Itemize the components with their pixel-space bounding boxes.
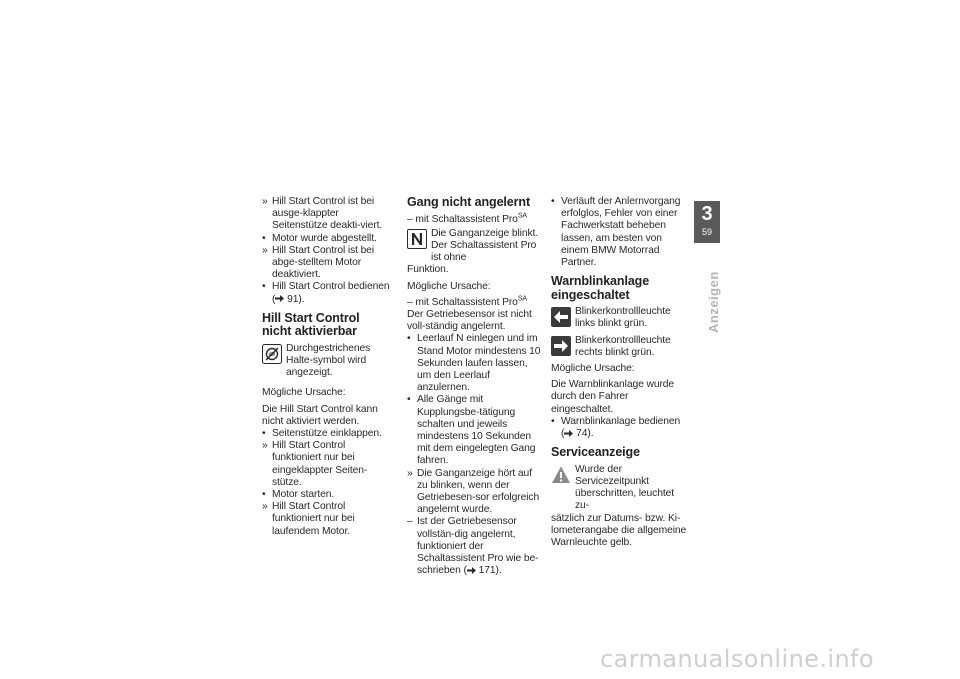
list-item bbox=[262, 428, 392, 440]
section-heading: Hill Start Control nicht aktivierbar bbox=[262, 310, 360, 339]
indicator-row bbox=[407, 228, 544, 265]
chapter-box bbox=[694, 201, 720, 243]
list-item bbox=[407, 468, 544, 517]
list-item-text: Motor wurde abgestellt. bbox=[272, 232, 377, 244]
bullet-marker: • bbox=[262, 232, 266, 244]
cause-text: Die Hill Start Control kann nicht aktiviert werden. bbox=[262, 403, 378, 427]
list-item-text: Alle Gänge mit Kupplungsbe-tätigung schalten und jeweils mindestens 10 Sekunden mit dem eingelegten Gang fahren. bbox=[417, 394, 536, 467]
page-reference-text: 171). bbox=[478, 565, 502, 577]
neutral-gear-icon bbox=[407, 229, 427, 249]
chapter-tab bbox=[694, 201, 720, 243]
indicator-row bbox=[551, 306, 687, 330]
bullet-marker: • bbox=[551, 415, 555, 427]
list-item-text: Leerlauf N einlegen und im Stand Motor mindestens 10 Sekunden laufen lassen, um den Leerlauf anzulernen. bbox=[417, 333, 541, 394]
bullet-marker: • bbox=[407, 333, 411, 345]
page-reference[interactable]: ( 171). bbox=[463, 565, 502, 577]
list-item-text: Hill Start Control ist bei ausge-klappter Seitenstütze deakti-viert. bbox=[272, 196, 383, 232]
list-item bbox=[407, 516, 544, 577]
chapter-number: 3 bbox=[701, 203, 713, 225]
page-reference-text: 91). bbox=[287, 293, 305, 305]
indicator-row bbox=[551, 464, 687, 513]
list-item bbox=[262, 501, 392, 538]
result-marker: » bbox=[262, 244, 268, 256]
indicator-description-continued: sätzlich zur Datums- bzw. Ki-lometerangabe die allgemeine Warnleuchte gelb. bbox=[551, 512, 687, 548]
list-item-text: Hill Start Control funktioniert nur bei eingeklappter Seiten-stütze. bbox=[272, 440, 368, 488]
special-accessory-mark: SA bbox=[517, 212, 527, 220]
condition-line bbox=[407, 297, 544, 309]
bullet-marker: • bbox=[262, 428, 266, 440]
arrow-right-icon bbox=[564, 430, 573, 437]
list-item-text: Seitenstütze einklappen. bbox=[272, 428, 382, 440]
page-reference[interactable]: ( 74). bbox=[561, 428, 594, 440]
section-heading: Gang nicht angelernt bbox=[407, 195, 531, 209]
list-item bbox=[262, 245, 392, 282]
list-item bbox=[407, 333, 544, 394]
hold-crossed-out-icon bbox=[262, 344, 282, 364]
list-item bbox=[262, 233, 392, 245]
indicator-description: Blinkerkontrollleuchte links blinkt grün. bbox=[575, 306, 671, 330]
bullet-marker: • bbox=[262, 281, 266, 293]
section-heading: Serviceanzeige bbox=[551, 445, 640, 460]
list-item-text: Die Ganganzeige hört auf zu blinken, wenn der Getriebesen-sor erfolgreich angelernt wurde. bbox=[417, 467, 540, 516]
list-item-text: Hill Start Control ist bei abge-stelltem Motor deaktiviert. bbox=[272, 244, 375, 281]
indicator-row bbox=[551, 335, 687, 359]
cause-text: Der Getriebesensor ist nicht voll-ständig angelernt. bbox=[407, 308, 532, 333]
bullet-marker: • bbox=[262, 489, 266, 501]
list-item bbox=[262, 440, 392, 489]
result-marker: » bbox=[262, 196, 268, 207]
column-2 bbox=[407, 196, 544, 577]
cause-label: Mögliche Ursache: bbox=[407, 280, 491, 292]
indicator-row bbox=[262, 343, 392, 380]
bullet-marker: • bbox=[551, 196, 555, 207]
cause-label: Mögliche Ursache: bbox=[551, 363, 635, 375]
condition-text: – mit Schaltassistent Pro bbox=[407, 296, 518, 308]
warning-triangle-icon bbox=[551, 465, 571, 485]
indicator-description-continued: Funktion. bbox=[407, 264, 449, 276]
special-accessory-mark: SA bbox=[517, 295, 527, 303]
list-item bbox=[407, 394, 544, 467]
condition-text: – mit Schaltassistent Pro bbox=[407, 213, 518, 225]
list-item-text: Hill Start Control bedienen bbox=[272, 281, 390, 293]
list-item bbox=[551, 416, 687, 428]
result-marker: » bbox=[262, 501, 268, 513]
chapter-title: Anzeigen bbox=[706, 271, 721, 333]
indicator-description: Die Ganganzeige blinkt. Der Schaltassistent Pro ist ohne bbox=[431, 227, 539, 264]
list-item-text: Ist der Getriebesensor vollstän-dig angelernt, funktioniert der Schaltassistent Pro wie be-schrieben bbox=[417, 516, 539, 577]
watermark: carmanualsonline.info bbox=[600, 645, 874, 673]
list-item bbox=[262, 281, 392, 293]
condition-line bbox=[407, 214, 544, 226]
page-number: 59 bbox=[701, 227, 712, 237]
arrow-right-icon bbox=[467, 567, 476, 574]
indicator-description: Blinkerkontrollleuchte rechts blinkt grün. bbox=[575, 334, 671, 358]
list-item-text: Hill Start Control funktioniert nur bei laufendem Motor. bbox=[272, 501, 355, 537]
result-marker: » bbox=[262, 440, 268, 452]
list-item-text: Motor starten. bbox=[272, 489, 335, 501]
arrow-right-icon bbox=[275, 295, 284, 302]
column-1 bbox=[262, 196, 392, 538]
list-item-text: Warnblinkanlage bedienen bbox=[561, 415, 681, 427]
list-item bbox=[262, 489, 392, 501]
page-reference-text: 74). bbox=[576, 428, 594, 440]
section-heading: Warnblinkanlage eingeschaltet bbox=[551, 274, 650, 302]
column-3 bbox=[551, 196, 687, 549]
cause-label: Mögliche Ursache: bbox=[262, 387, 346, 399]
list-item bbox=[551, 196, 687, 269]
page-reference[interactable]: ( 91). bbox=[272, 293, 305, 305]
list-item bbox=[262, 196, 392, 233]
dash-marker: – bbox=[407, 516, 413, 528]
cause-text: Die Warnblinkanlage wurde durch den Fahrer eingeschaltet. bbox=[551, 379, 675, 415]
turn-signal-right-icon bbox=[551, 336, 571, 356]
indicator-description: Durchgestrichenes Halte-symbol wird angezeigt. bbox=[286, 342, 371, 379]
list-item-text: Verläuft der Anlernvorgang erfolglos, Fehler von einer Fachwerkstatt beheben lassen, am besten von einem BMW Motorrad Partner. bbox=[561, 196, 681, 269]
bullet-marker: • bbox=[407, 394, 411, 406]
turn-signal-left-icon bbox=[551, 307, 571, 327]
result-marker: » bbox=[407, 467, 413, 479]
indicator-description: Wurde der Servicezeitpunkt überschritten, leuchtet zu- bbox=[575, 463, 675, 512]
